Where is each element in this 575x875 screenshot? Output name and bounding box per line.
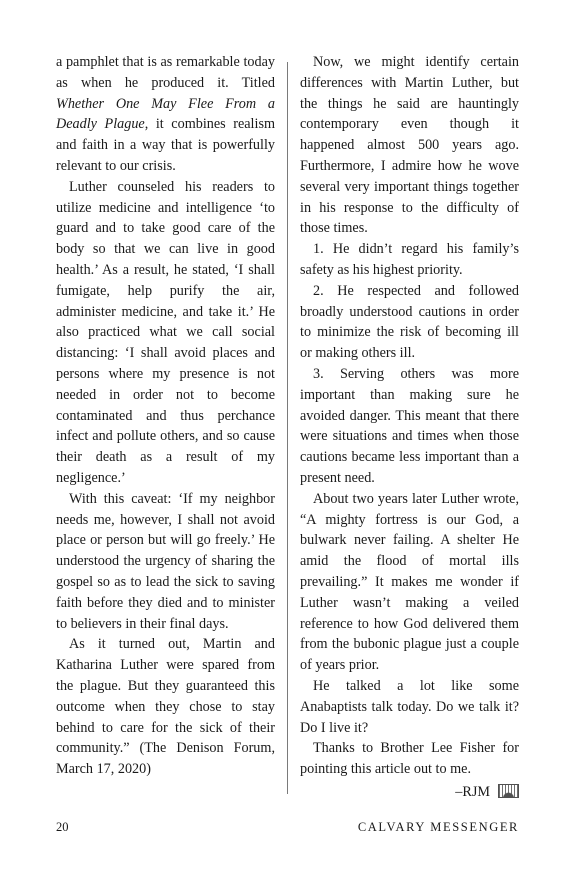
pamphlet-title: Whether One May Flee From a Deadly Plague (56, 95, 275, 133)
list-item: 3. Serving others was more important than making sure he avoided danger. This meant that there were situations and times when those cautions became less important than a present need. (300, 365, 519, 486)
right-column (300, 52, 519, 803)
paragraph: About two years later Luther wrote, “A mighty fortress is our God, a bulwark never failing. A shelter He amid the flood of mortal ills prevailing.” It makes me wonder if Luther wasn’t making a veiled reference to how God delivered them from the bubonic plague just a couple of years prior. (300, 490, 519, 674)
page-number: 20 (56, 820, 69, 834)
signature-text: –RJM (455, 783, 490, 800)
paragraph: a pamphlet that is as remarkable today as when he produced it. Titled Whether One May Flee From a Deadly Plague, it combines realism and faith in a way that is powerfully relevant to our crisis. (56, 54, 275, 174)
paragraph: Now, we might identify certain differences with Martin Luther, but the things he said are hauntingly contemporary even though it happened almost 500 years ago. Furthermore, I admire how he wove several very important things together in his response to the difficulty of those times. (300, 54, 519, 237)
paragraph: Thanks to Brother Lee Fisher for pointing this article out to me. (300, 740, 519, 778)
left-column (56, 52, 275, 780)
column-divider (287, 62, 288, 794)
running-title: CALVARY MESSENGER (357, 820, 519, 834)
end-mark-icon (498, 784, 519, 798)
paragraph: As it turned out, Martin and Katharina Luther were spared from the plague. But they guaranteed this outcome when they chose to stay behind to care for the sick of their community.” (The Denison Forum, March 17, 2020) (56, 636, 275, 778)
list-item: 2. He respected and followed broadly understood cautions in order to minimize the risk of becoming ill or making others ill. (300, 282, 519, 362)
paragraph: He talked a lot like some Anabaptists talk today. Do we talk it? Do I live it? (300, 677, 519, 736)
list-item: 1. He didn’t regard his family’s safety as his highest priority. (300, 241, 519, 278)
signature (300, 782, 519, 803)
paragraph: With this caveat: ‘If my neighbor needs me, however, I shall not avoid place or person but will go freely.’ He understood the urgency of sharing the gospel so as to lead the sick to saving faith before they died and to minister to believers in their final days. (56, 490, 275, 632)
paragraph: Luther counseled his readers to utilize medicine and intelligence ‘to guard and to take good care of the body so that we can live in good health.’ As a result, he stated, ‘I shall fumigate, help purify the air, administer medicine, and take it.’ He also practiced what we call social distancing: ‘I shall avoid places and persons where my presence is not needed in order not to become contaminated and thus perchance infect and pollute others, and so cause their death as a result of my negligence.’ (56, 178, 275, 486)
